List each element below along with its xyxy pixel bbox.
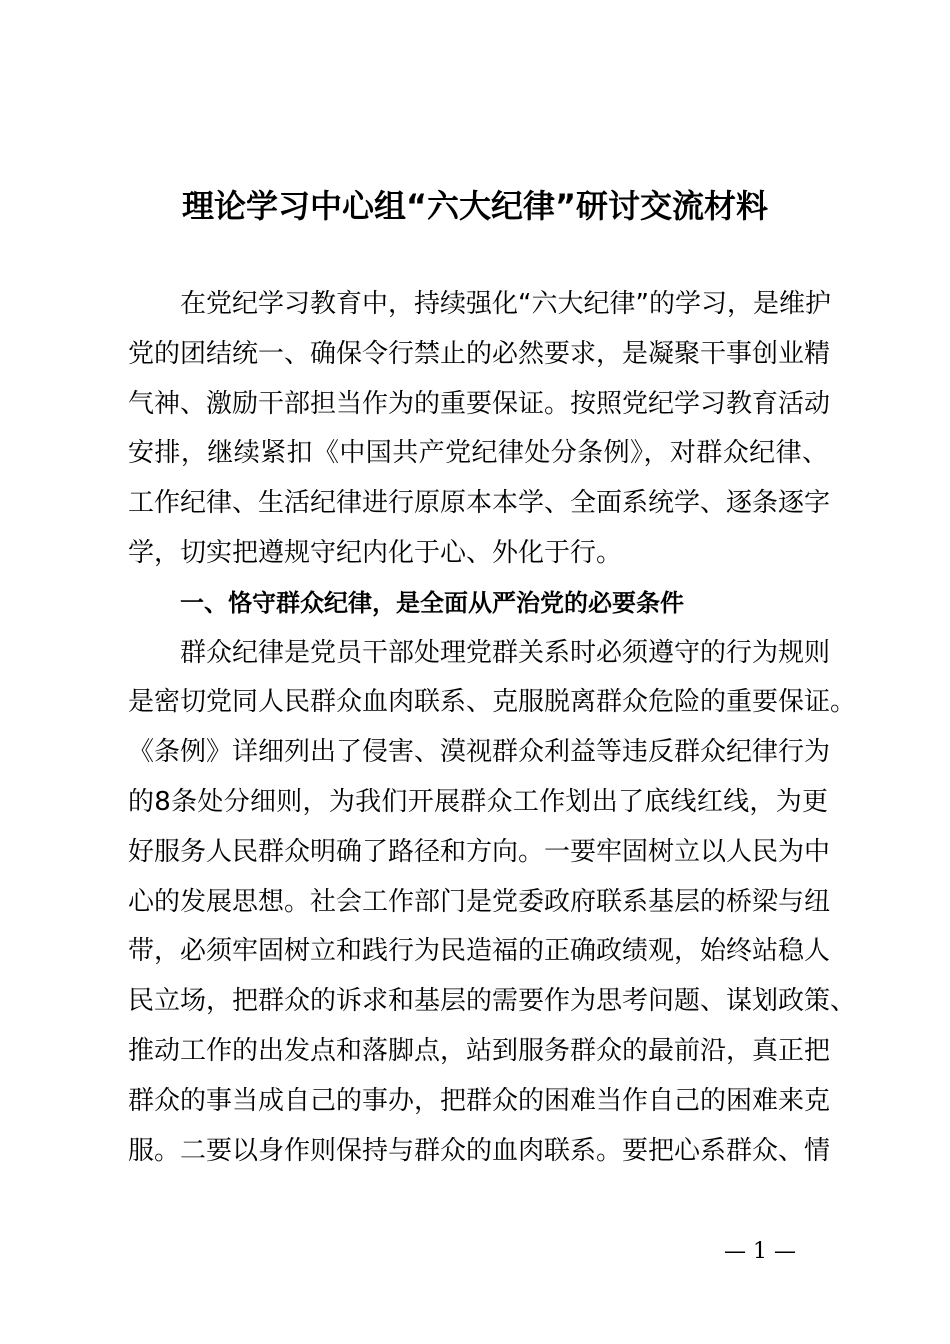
paragraph-line: 民立场，把群众的诉求和基层的需要作为思考问题、谋划政策、 bbox=[128, 986, 857, 1017]
document-title: 理论学习中心组“六大纪律”研讨交流材料 bbox=[181, 187, 769, 225]
document-body bbox=[128, 280, 857, 1176]
paragraph-line: 《条例》详细列出了侵害、漠视群众利益等违反群众纪律行为 bbox=[128, 737, 831, 768]
paragraph-line: 好服务人民群众明确了路径和方向。一要牢固树立以人民为中 bbox=[128, 836, 831, 867]
paragraph-line: 党的团结统一、确保令行禁止的必然要求，是凝聚干事创业精 bbox=[128, 338, 831, 369]
paragraph-line: 是密切党同人民群众血肉联系、克服脱离群众危险的重要保证。 bbox=[128, 687, 857, 718]
paragraph-line: 带，必须牢固树立和践行为民造福的正确政绩观，始终站稳人 bbox=[128, 936, 831, 967]
paragraph-line: 安排，继续紧扣《中国共产党纪律处分条例》，对群众纪律、 bbox=[128, 438, 828, 469]
paragraph-line: 服。二要以身作则保持与群众的血肉联系。要把心系群众、情 bbox=[128, 1135, 831, 1166]
paragraph-line: 学，切实把遵规守纪内化于心、外化于行。 bbox=[128, 537, 623, 568]
paragraph-line: 工作纪律、生活纪律进行原原本本学、全面系统学、逐条逐字 bbox=[128, 488, 831, 519]
page-number: — 1 — bbox=[724, 1239, 796, 1264]
paragraph-line: 心的发展思想。社会工作部门是党委政府联系基层的桥梁与纽 bbox=[128, 886, 831, 917]
section-heading: 一、恪守群众纪律，是全面从严治党的必要条件 bbox=[180, 588, 684, 617]
paragraph-line: 群众的事当成自己的事办，把群众的困难当作自己的困难来克 bbox=[128, 1085, 831, 1116]
paragraph-line: 群众纪律是党员干部处理党群关系时必须遵守的行为规则 bbox=[180, 637, 831, 668]
paragraph-line: 在党纪学习教育中，持续强化“六大纪律”的学习，是维护 bbox=[180, 289, 831, 319]
paragraph-line: 气神、激励干部担当作为的重要保证。按照党纪学习教育活动 bbox=[128, 388, 831, 419]
paragraph-line: 的8条处分细则，为我们开展群众工作划出了底线红线，为更 bbox=[128, 786, 828, 817]
paragraph-line: 推动工作的出发点和落脚点，站到服务群众的最前沿，真正把 bbox=[128, 1035, 831, 1066]
